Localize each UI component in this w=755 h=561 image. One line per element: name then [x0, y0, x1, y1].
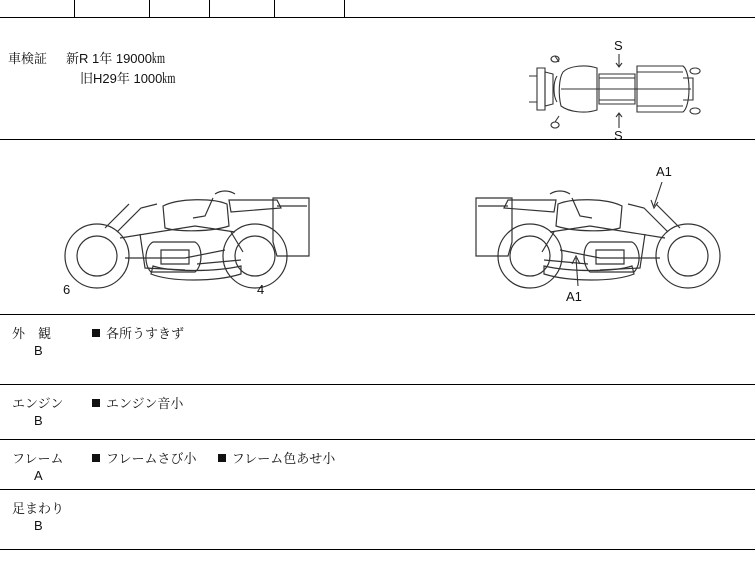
header-cell-6: [345, 0, 755, 17]
bullet-square-icon: [92, 399, 100, 407]
inspection-note: フレームさび小: [106, 451, 197, 466]
motorcycle-left-side-diagram: [45, 146, 345, 306]
top-view-mark-s-upper: S: [614, 38, 623, 53]
inspection-row-notes: [92, 393, 183, 412]
inspection-note: フレーム色あせ小: [231, 451, 336, 466]
inspection-note: 各所うすきず: [106, 326, 185, 341]
top-view-mark-s-lower: S: [614, 128, 623, 142]
inspection-row-notes: [92, 448, 335, 467]
header-cell-5: [275, 0, 345, 17]
bullet-square-icon: [92, 329, 100, 337]
motorcycle-top-view-diagram: [515, 32, 745, 142]
inspection-row-suspension: [0, 490, 755, 550]
header-cell-2: [75, 0, 150, 17]
header-cell-3: [150, 0, 210, 17]
inspection-row-label: エンジン: [12, 396, 64, 411]
inspection-row-label: 外 観: [12, 326, 52, 341]
shaken-line-new: 新R 1年 19000㎞: [66, 51, 165, 66]
inspection-row-label: 足まわり: [12, 501, 65, 516]
side-view-section: [0, 140, 755, 315]
motorcycle-right-side-diagram: [440, 146, 740, 306]
inspection-row-frame: [0, 440, 755, 490]
header-cell-4: [210, 0, 275, 17]
left-side-mark-4: 4: [257, 282, 265, 297]
shaken-section: [0, 18, 755, 140]
inspection-row-label: フレーム: [12, 451, 64, 466]
inspection-row-engine: [0, 385, 755, 440]
inspection-row-grade: B: [34, 413, 43, 428]
inspection-note: エンジン音小: [106, 396, 184, 411]
shaken-label: 車検証: [8, 51, 48, 66]
header-row: [0, 0, 755, 18]
right-side-mark-a1-lower: A1: [566, 289, 582, 304]
right-side-mark-a1-upper: A1: [656, 164, 672, 179]
bullet-square-icon: [218, 454, 226, 462]
shaken-line-old: 旧H29年 1000㎞: [80, 71, 176, 86]
inspection-row-exterior: [0, 315, 755, 385]
bullet-square-icon: [92, 454, 100, 462]
inspection-row-grade: A: [34, 468, 43, 483]
header-cell-1: [0, 0, 75, 17]
inspection-row-notes: [92, 323, 184, 342]
left-side-mark-6: 6: [63, 282, 71, 297]
inspection-row-grade: B: [34, 343, 43, 358]
inspection-row-grade: B: [34, 518, 43, 533]
